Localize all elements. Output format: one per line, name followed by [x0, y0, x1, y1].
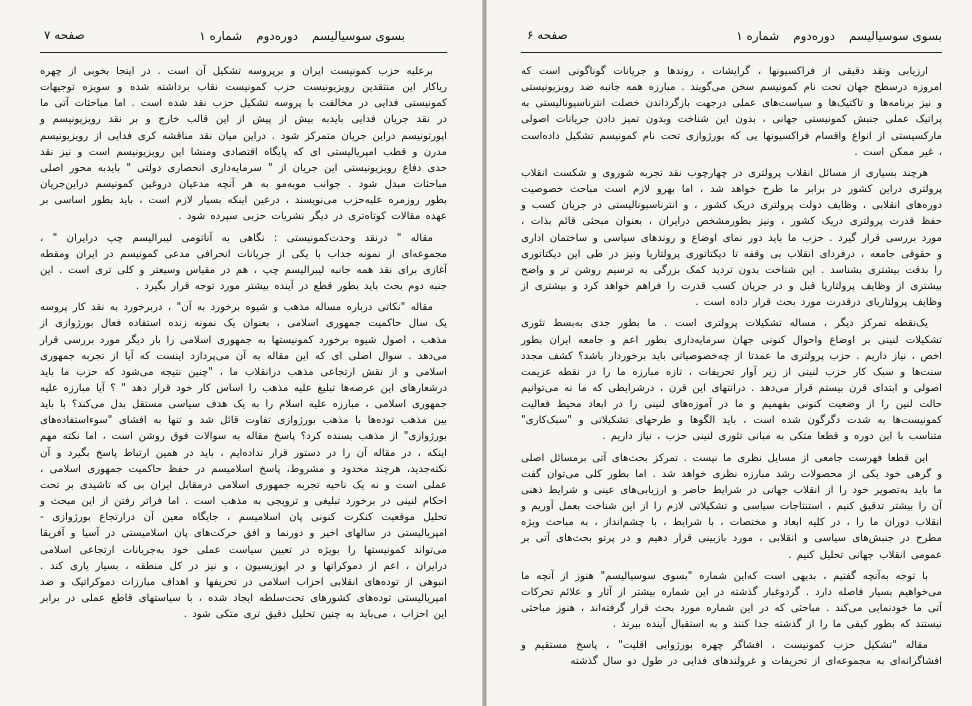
- left-page-number: صفحه ۷: [44, 28, 85, 42]
- left-paragraph-2: مقاله " درنقد وحدت‌کمونیستی : نگاهی به آناتومی لیبرالیسم چپ درایران " ، مجموعه‌ای از نمونه جداب با یکی از جریانات انحرافی مدعی کمونیسم در ایران ومقطه آغازی برای نقد همه جانبه لیبرالیسم چپ ، هم در مقیاس وسیعتر و کلی تری است . این جنبه دوم بحث باید بطور قطع در آینده بیشتر مورد توجه قرار بگیرد .: [40, 232, 447, 293]
- right-header-rule: [521, 52, 942, 53]
- left-page: [0, 0, 484, 706]
- left-page-body: [40, 64, 447, 628]
- right-paragraph-1: ارزیابی ونقد دقیقی از فراکسیونها ، گرایشات ، روندها و جریانات گوناگونی است که امروزه درسطح جهان تحت نام کمونیسم سخن می‌گویند . مبارزه همه جانبه ضد رویزیونیستی و نیز برنامه‌ها و تاکتیک‌ها و سیاست‌های عملی درجهت بازگرداندن خصلت انترناسیونالیستی به پراتیک عملی جنبش کمونیستی جهانی ، بدون این شناخت وبدون تمیز دادن جریانات اصولی مارکسیستی از انواع واقسام فراکسیونها یی که بورژوازی تحت نام کمونیسم تشکیل داده‌است ، غیر ممکن است .: [521, 66, 942, 158]
- left-paragraph-3: مقاله "نکاتی درباره مساله مذهب و شیوه برخورد به آن" ، دربرخورد به نقد کار پروسه یک سال حاکمیت جمهوری اسلامی ، بعنوان یک نمونه زنده استفاده فعال بورژوازی از مذهب ، اصول شیوه برخورد کمونیستها به جمهوری اسلامی را بار دیگر مورد بررسی قرار می‌دهد . سوال اصلی ای که این مقاله به آن می‌پردازد اینست که آیا از تجربه جمهوری اسلامی و از نقش ارتجاعی مذهب درانقلاب ما ، "چنین نتیجه می‌شود که حزب ما باید درشعارهای این عرصه‌ها تبلیغ علیه مذهب را اساس کار خود قرار دهد " ؟ آیا مبارزه علیه جمهوری اسلامی ، مبارزه علیه اسلام را به یک هدف سیاسی مستقل بدل می‌کند؟ با باید بین مذهب توده‌ها با مذهب بورژوازی تفاوت قائل شد و تنها به افشای "سوءاستفاده‌های بورژوازی" از مذهب بسنده کرد؟ پاسخ مقاله به سوالات فوق روشن است ، اما نکته مهم اینکه ، در مقاله آن را در دستور قرار نداده‌ایم ، باید در همین ارتباط پاسخ بگیرد و آن نکته‌جدید، هرچند محدود و مشروط، پاسخ اسلامیسم در حفظ حاکمیت جمهوری اسلامی ، عملی است و نه یک ناحیه تجربه جمهوری اسلامی درمقابل ایران بی که تاشیدی بر تحت احکام لنینی در برخورد تبلیغی و ترویجی به مذهب است . اما فراتر رفتن از این مبحث و تحلیل موقعیت کنکرت کنونی پان اسلامیسم ، جایگاه معین آن درارتجاع بورژوازی - امپریالیستی در سالهای اخیر و دورنما و افق حرکت‌های پان اسلامیستی در آسیا و آفریقا می‌تواند کمونیستها را بویژه در تعیین سیاست عملی خود به‌جریانات ارتجاعی اسلامی درایران ، اعم از دموکراتها و در اپوزیسیون ، و نیز در کل منطقه ، بسیار یاری کند . انبوهی از توده‌های انقلابی احزاب اسلامی در تحریفها و اهداف مبارزات دموکراتیک و ضد امپریالیستی توده‌های کشورهای تحت‌سلطه ایجاد شده ، با سیاستهای قاطع عملی در برابر این احزاب ، می‌باید به چنین تحلیل دقیق تری متکی شود .: [40, 302, 447, 621]
- right-paragraph-4: این قطعا فهرست جامعی از مسایل نظری ما نیست . تمرکز بحث‌های آتی برمسائل اصلی و گرهی خود یکی از محصولات رشد مبارزه نظری خواهد شد . اما بطور کلی می‌توان گفت ما باید به‌تصویر خود را از انقلاب جهانی در شرایط حاضر و ارزیابی‌های عینی و شرایط ذهنی آن را بیشتر تدقیق کنیم ، استنتاجات سیاسی و تشکیلاتی لازم را از این شناخت بعمل آوریم و انقلاب دوران ما را ، در کلیه ابعاد و مختصات ، با شرایط ، با چشم‌انداز ، به مباحث ویژه مطرح در جنبش‌های سیاسی و انقلابی ، مورد بازبینی قرار دهیم و در پرتو بحث‌های آتی بر عمومی انقلاب جهانی تحلیل کنیم .: [521, 452, 942, 561]
- right-page-header: [736, 28, 942, 44]
- left-paragraph-1: برعلیه حزب کمونیست ایران و برپروسه تشکیل آن است . در اینجا بخوبی از چهره ریاکار این منتقدین رویزیونیست حزب کمونیست نقاب برداشته شده و سویزه توجیهات کمونیستی فدایی در مخالفت با پروسه تشکیل حزب نقد شده است . اما مباحثات آتی ما در نقد جریان فدایی بایدبه بیش از پیش از این قالب خارج و بر نقد رویزیونیسم و اپورتونیسم دراین جریان متمرکز شود . دراین میان نقد مناقشه کری فدایی از رویزیونیسم مدرن و قطب امپریالیستی ای که پایگاه اقتصادی ومنشا این رویزیونیسم است و نیز نقد حدی دفاع رویزیونیستی این جریان از " سرمایه‌داری انحصاری دولتی " بایدبه محور اصلی مباحثات مبدل شود . جوانب موبه‌مو به هر آنچه مدعیان دروغین کمونیسم دراین‌جریان بطور روزمره علیه‌حزب می‌نویسند ، درعین اینکه بسیار لازم است ، باید بطور اساسی بر عهده مقالات کوتاه‌تری در دیگر نشریات حزبی سپرده شود .: [40, 66, 447, 223]
- right-header-period: دوره‌دوم: [793, 29, 835, 43]
- right-header-issue: شماره ۱: [736, 29, 780, 43]
- right-page: [486, 0, 972, 706]
- left-header-rule: [40, 52, 447, 53]
- right-paragraph-2: هرچند بسیاری از مسائل انقلاب پرولتری در چهارچوب نقد تجربه شوروی و شکست انقلاب پرولتری دراین کشور در برابر ما طرح خواهد شد ، اما بهرو لازم است مباحث خصوصیت دوره‌های انقلابی ، وظایف دولت پرولتری دریک کشور ، و انترناسیونالیستی در جریان کسب و حفظ قدرت پرولتری دریک کشور ، ونیز بطورمشخص درایران ، بعنوان مبحثی قائم بذات ، مورد بررسی قرار گیرد . حزب ما باید دور نمای اوضاع و روندهای سیاسی و ساختمان اداری و حقوقی جامعه ، درفردای انقلاب بی وقفه تا دیکتاتوری پرولتاریا ونیز در طی این دیکتاتوری را بدقت بیشتری بشناسد . این شناخت بدون تردید کمک بزرگی به ترسیم روشن تر و واضح بیشتری از وظایف پرولتاریا قبل و در جریان کسب قدرت را فراهم خواهد کرد و بیشتری از وظایف پرولتاریای درقدرت مورد بحث قرار داده است .: [521, 167, 942, 309]
- right-page-number: صفحه ۶: [527, 28, 568, 42]
- right-paragraph-6: مقاله "تشکیل حزب کمونیست ، افشاگر چهره بورژوایی اقلیت" ، پاسخ مستقیم و افشاگرانه‌ای به مجموعه‌ای از تحریفات و غرولندهای فدایی در طول دو سال گذشته: [521, 640, 942, 668]
- right-paragraph-3: یک‌نقطه تمرکز دیگر ، مساله تشکیلات پرولتری است . ما بطور جدی به‌بسط تئوری تشکیلات لنینی بر اوضاع واحوال کنونی جهان سرمایه‌داری بطور اعم و جامعه ایران بطور اخص ، نیاز داریم . حزب پرولتری ما عمدتا از چه‌خصوصیاتی باید برخوردار باشد؟ کشف مجدد سنت‌ها و سبک کار حزب لنینی از زیر آوار تحریفات ، تازه مبارزه ما را در نقطه عزیمت اصولی و ابتدای قرن بیستم قرار می‌دهد . درانتهای این قرن ، درشرایطی که ما نه می‌توانیم حالت لنین را از وضعیت کنونی بفهمیم و ما در آموزه‌های لنینی را در ابعاد محیط فعالیت کمونیست‌ها به شدت دگرگون شده است ، باید الگوها و طرحهای تشکیلاتی و "سبک‌کاری" متناسب با این دوره و قطعا متکی به مبانی تئوری لنینی حزب ، نیاز داریم .: [521, 318, 942, 443]
- right-page-body: [521, 64, 942, 676]
- left-header-title: بسوی سوسیالیسم: [311, 29, 405, 43]
- left-header-period: دوره‌دوم: [256, 29, 298, 43]
- left-page-header: [199, 28, 405, 44]
- left-header-issue: شماره ۱: [199, 29, 243, 43]
- right-header-title: بسوی سوسیالیسم: [848, 29, 942, 43]
- right-paragraph-5: با توجه به‌آنچه گفتیم ، بدیهی است که‌این شماره "بسوی سوسیالیسم" هنوز از آنچه ما می‌خواهیم بسیار فاصله دارد . گردوغبار گذشته در این شماره بیشتر از آثار و علائم تحرکات آتی ما خودنمایی می‌کند . مباحثی که در این شماره مورد بحث قرار گرفته‌اند ، هنوز مباحثی نیستند که بطور کیفی ما را از گذشته جدا کنند و به استقبال آینده ببرند .: [521, 570, 942, 631]
